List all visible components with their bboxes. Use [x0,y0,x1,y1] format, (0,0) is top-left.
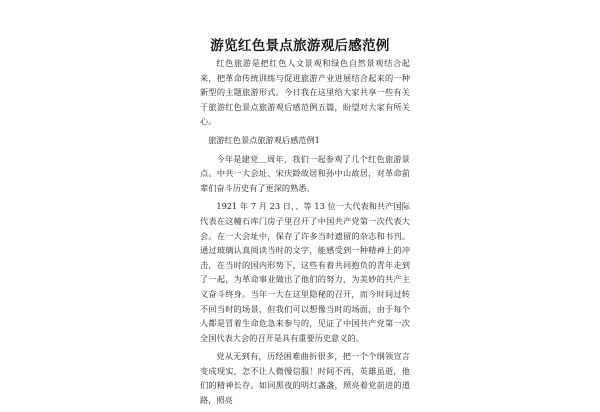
paragraph-history: 1921 年 7 月 23 日，、等 13 位一大代表和共产国际代表在这幢石库门房子里召开了中国共产党第一次代表大会。在一大会址中，保存了许多当时遗留的杂志和书刊。通过玻璃认真阅读当时的文字，能感受到一种精神上的冲击，在当时的国内形势下，这些有着共同抱负的青年走到了一起，为革命事业做出了他们的努力，为美妙的共产主义奋斗终身。当年一大在这里隐秘的召开，而今时间过转不回当时的场景，但我们可以想像当时的场面，由于每个人都是冒着生命危急来参与的，见证了中国共产党第一次全国代表大会的召开是具有重要历史意义的。 [200,201,410,343]
paragraph-reflection: 党从无到有，历经困难曲折很多，把一个个纲领宣言变成现实，怎不让人微慢信服！时间不再，英雄虽逝，他们的精神长存。如同黑夜的明灯盏盏，照亮着党前进的道路，照亮 [200,351,410,406]
document-title: 游览红色景点旅游观后感范例 [210,38,390,54]
paragraph-intro: 红色旅游是把红色人文景观和绿色自然景观结合起来，把革命传统训练与促进旅游产业进展结合起来的一种新型的主题旅游形式。今日我在这里给大家共享一些有关于旅游红色景点旅游观后感范例五篇，盼望对大家有所关心。 [200,58,410,127]
document-body [200,56,410,412]
section-heading: 旅游红色景点旅游观后感范例1 [208,134,320,145]
paragraph-visit: 今年是建党＿周年，我们一起参观了几个红色旅游景点。中共一大会址、宋庆龄故居和孙中山故居，对革命前辈们奋斗历史有了更深的熟悉。 [200,153,410,193]
